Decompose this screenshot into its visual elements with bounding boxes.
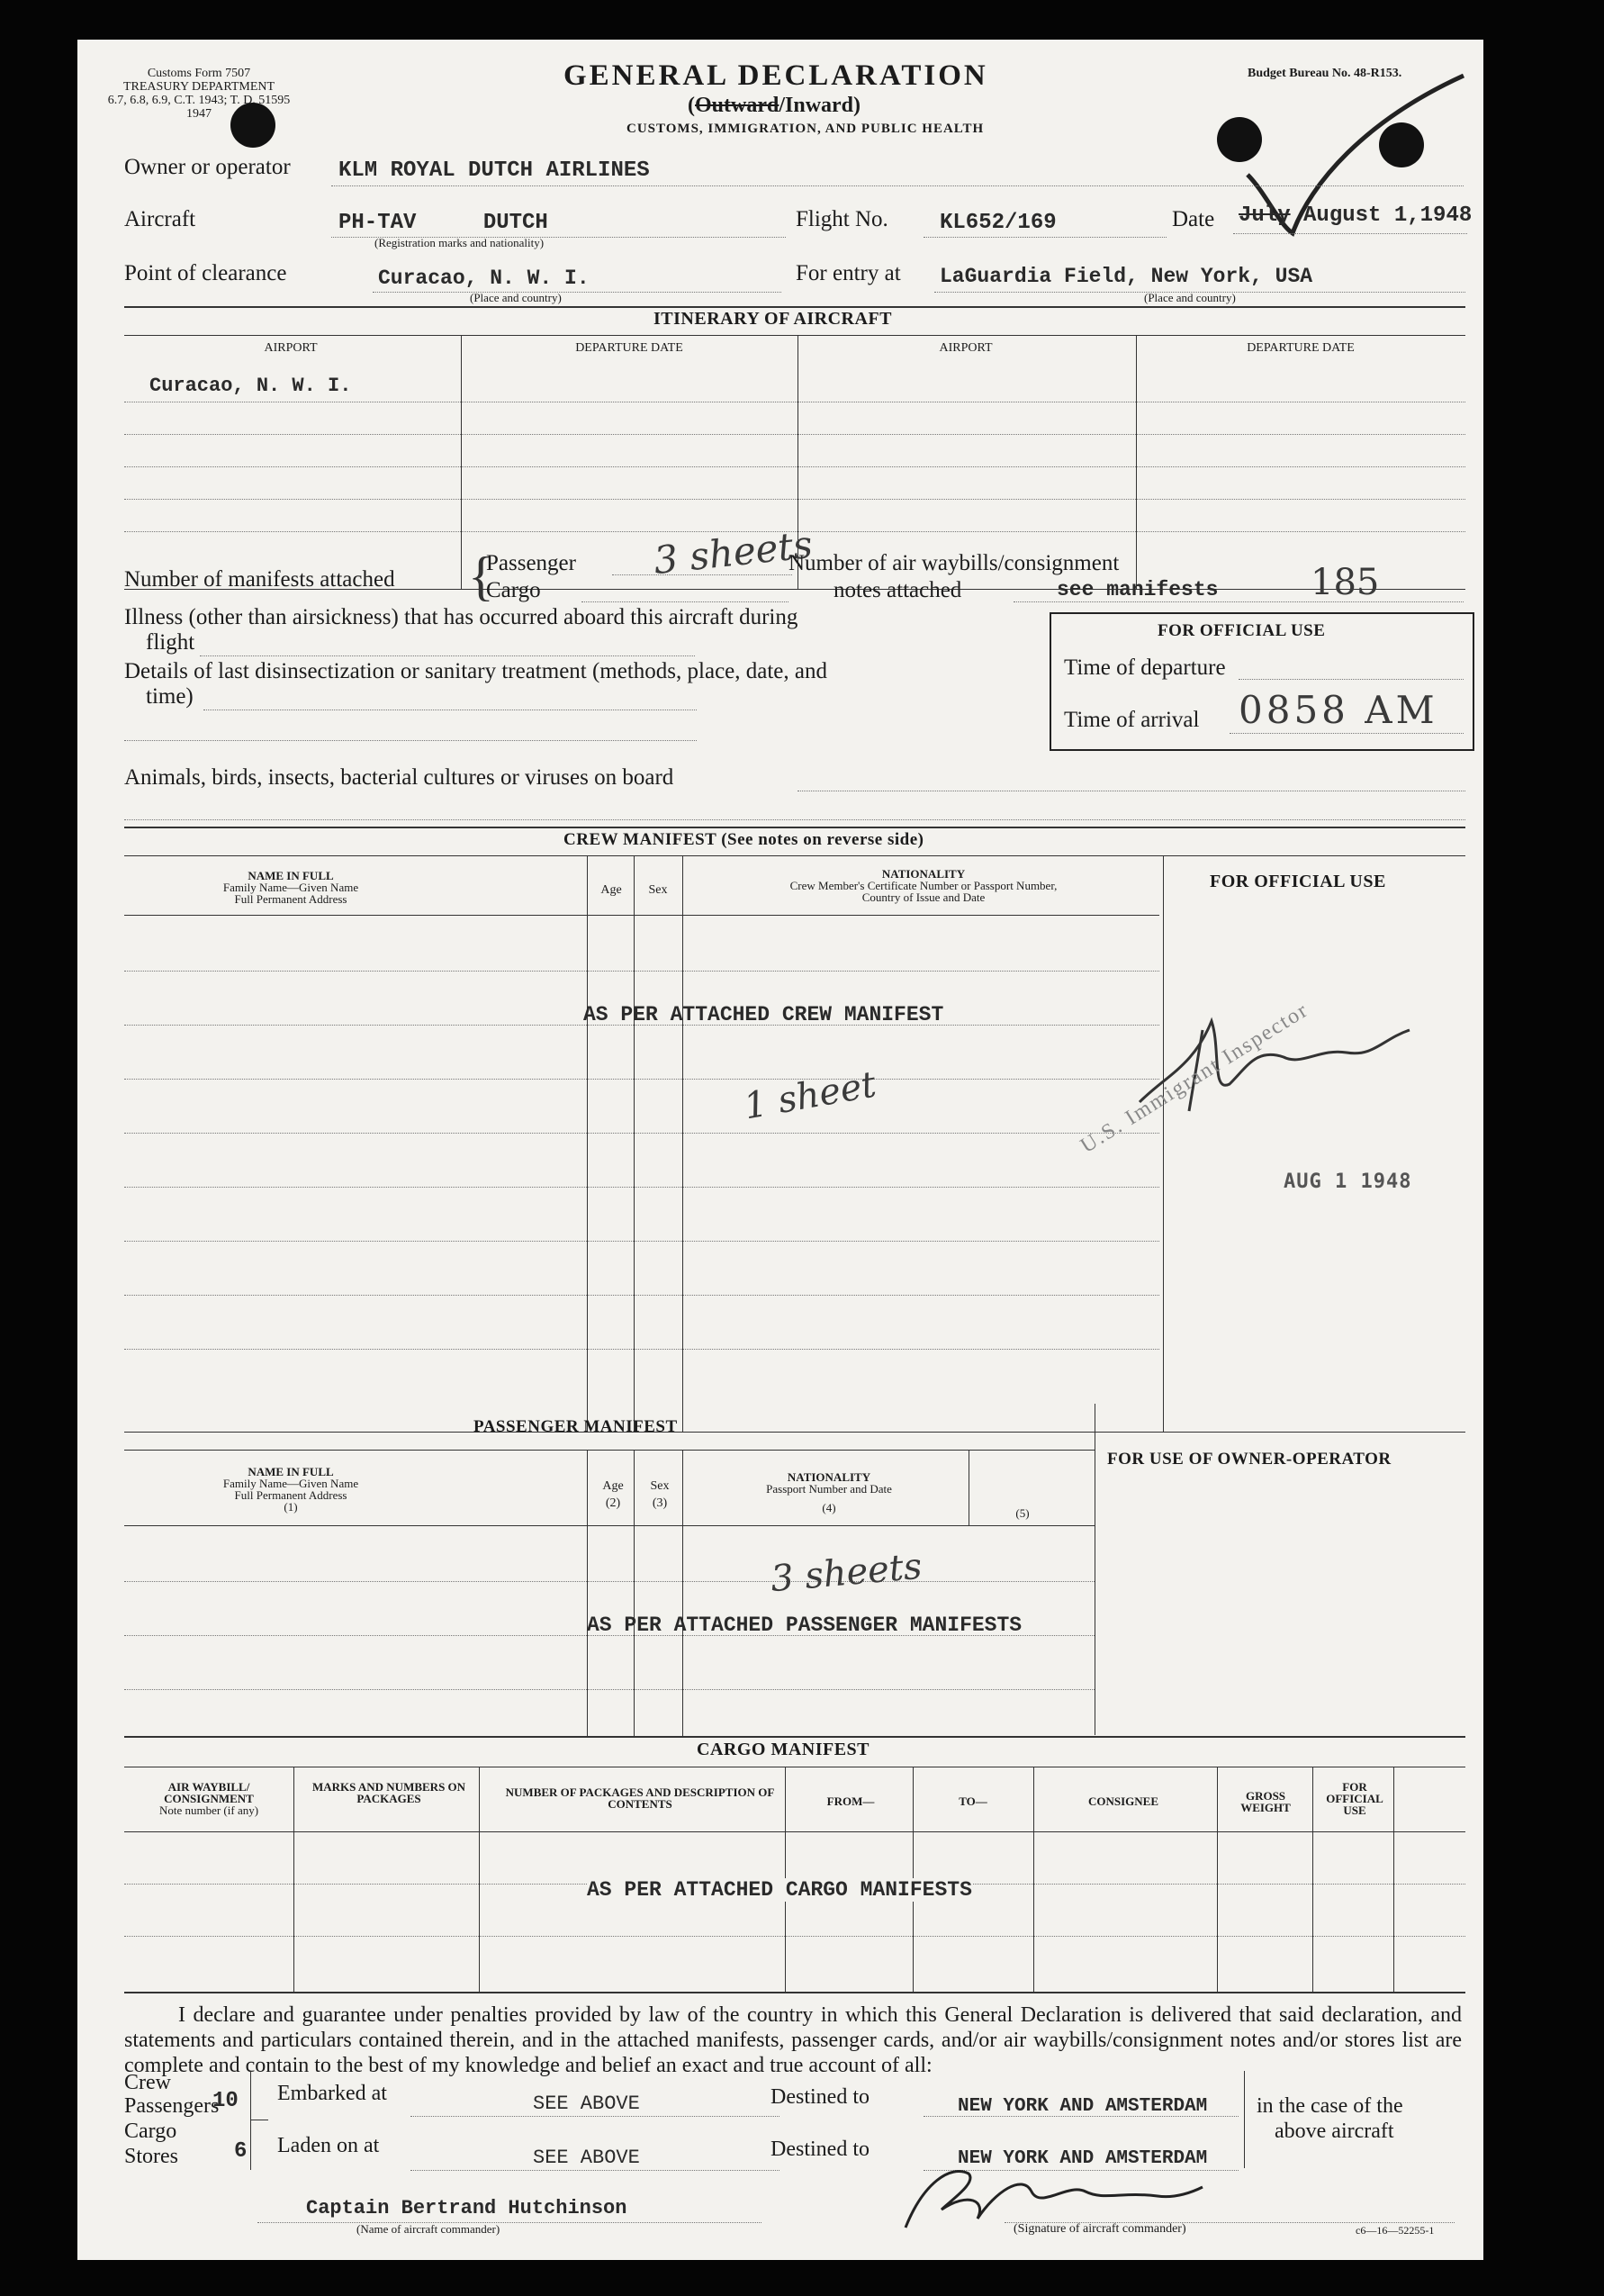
form-title: GENERAL DECLARATION [563, 59, 988, 92]
pax-divider [682, 1450, 683, 1736]
disinsect-underline-2 [124, 740, 697, 741]
crew-row-line [124, 1349, 1159, 1350]
waybills-underline [1014, 601, 1464, 602]
itinerary-title: ITINERARY OF AIRCRAFT [653, 309, 893, 329]
entry-label: For entry at [796, 261, 901, 285]
crew-label: Crew [124, 2071, 171, 2094]
destined-label-1: Destined to [770, 2085, 870, 2109]
passengers-label: Passengers [124, 2094, 220, 2118]
cargo-divider [1033, 1767, 1034, 1992]
crew-top-rule [124, 827, 1465, 828]
clearance-caption: (Place and country) [470, 291, 562, 304]
form-subtitle: (Outward/Inward) [688, 94, 861, 117]
stores-label: Stores [124, 2145, 178, 2168]
cargo-col-marks: MARKS AND NUMBERS ON PACKAGES [311, 1780, 466, 1805]
passengers-count: 10 [212, 2089, 239, 2113]
cargo-bottom-rule [124, 1992, 1465, 1993]
case-text-2: above aircraft [1275, 2120, 1394, 2143]
cargo-col-weight: GROSS WEIGHT [1240, 1789, 1291, 1814]
date-label: Date [1172, 207, 1215, 231]
aircraft-label: Aircraft [124, 207, 196, 231]
illness-line-2: flight [146, 630, 195, 655]
waybills-number: 185 [1311, 562, 1380, 603]
pax-columns-rule [124, 1525, 1095, 1526]
crew-divider [1163, 855, 1164, 1432]
crew-col-nationality: NATIONALITY Crew Member's Certificate Number or Passport Number, Country of Issue and Date [789, 867, 1058, 904]
crew-row-line [124, 1079, 1159, 1080]
pax-col-age: Age (2) [602, 1479, 624, 1510]
flight-no-label: Flight No. [796, 207, 888, 231]
crew-row-line [124, 971, 1159, 972]
itin-row-line [124, 466, 1465, 467]
passenger-handwritten: 3 sheets [651, 521, 815, 583]
cargo-count-underline [581, 601, 788, 602]
case-text-1: in the case of the [1257, 2094, 1403, 2118]
owner-label: Owner or operator [124, 155, 291, 179]
crew-columns-rule [124, 915, 1159, 916]
cargo-divider [1217, 1767, 1218, 1992]
waybills-label-1: Number of air waybills/consignment [788, 551, 1120, 575]
passenger-header-rule [124, 1450, 1095, 1451]
cargo-row-line [124, 1936, 1465, 1937]
destined-value-2: NEW YORK AND AMSTERDAM [958, 2148, 1208, 2169]
crew-col-sex: Sex [648, 883, 668, 897]
crew-handwritten-note: 1 sheet [741, 1063, 879, 1128]
cargo-col-to: TO— [959, 1794, 987, 1808]
cargo-col-official: FOR OFFICIAL USE [1326, 1780, 1383, 1817]
cargo-col-from: FROM— [826, 1794, 875, 1808]
disinsect-line-2: time) [146, 684, 194, 709]
arrival-time-value: 0858 AM [1239, 688, 1438, 732]
stores-count: 6 [234, 2139, 248, 2164]
itin-col-airport-1: AIRPORT [264, 341, 318, 355]
crew-row-line [124, 1295, 1159, 1296]
passenger-title: PASSENGER MANIFEST [473, 1417, 678, 1436]
signature-caption: (Signature of aircraft commander) [1014, 2222, 1186, 2236]
cargo-col-packages: NUMBER OF PACKAGES AND DESCRIPTION OF CONTENTS [505, 1785, 775, 1811]
pax-row-line [124, 1689, 1095, 1690]
animals-label: Animals, birds, insects, bacterial cultures or viruses on board [124, 765, 674, 790]
itin-row-line [124, 434, 1465, 435]
itin-divider-3 [1136, 335, 1137, 589]
itin-divider-1 [461, 335, 462, 589]
itin-col-departure-1: DEPARTURE DATE [575, 341, 683, 355]
pax-divider [587, 1450, 588, 1736]
owner-underline [331, 185, 1464, 186]
cargo-columns-rule [124, 1831, 1465, 1832]
clearance-label: Point of clearance [124, 261, 287, 285]
arrival-time-label: Time of arrival [1064, 708, 1200, 732]
declaration-text: I declare and guarantee under penalties provided by law of the country in which this General Declaration is delivered that said declaration, and statements and particulars contained therein, and in the attached manifests, passenger cards, and/or air waybills/consignment notes and/or stores list are complete and contain to the best of my knowledge and belief an exact and true account of all: [124, 2003, 1462, 2077]
crew-col-official: FOR OFFICIAL USE [1210, 872, 1386, 891]
aircraft-caption: (Registration marks and nationality) [374, 236, 545, 249]
date-value: July August 1,1948 [1239, 203, 1473, 228]
illness-underline [200, 655, 695, 656]
commander-name: Captain Bertrand Hutchinson [306, 2197, 627, 2219]
cargo-divider [293, 1767, 294, 1992]
arrival-time-underline [1230, 733, 1464, 734]
official-use-title: FOR OFFICIAL USE [1158, 621, 1326, 640]
passenger-count-underline [612, 574, 792, 575]
pax-col-nationality: NATIONALITY Passport Number and Date (4) [766, 1470, 892, 1514]
declaration-form [77, 40, 1483, 2260]
budget-number: Budget Bureau No. 48-R153. [1248, 67, 1402, 80]
crew-bottom-rule [124, 1432, 1465, 1433]
pax-col-5: (5) [1015, 1506, 1030, 1520]
crew-divider [682, 855, 683, 1432]
pax-col-sex: Sex (3) [650, 1479, 670, 1510]
crew-typed-note: AS PER ATTACHED CREW MANIFEST [583, 1003, 944, 1026]
embarked-label: Embarked at [277, 2082, 387, 2105]
cargo-col-waybill: AIR WAYBILL/ CONSIGNMENT Note number (if any) [158, 1780, 259, 1817]
cargo-count-label: Cargo [486, 578, 541, 602]
destined-underline-1 [924, 2116, 1239, 2117]
departure-time-label: Time of departure [1064, 655, 1226, 680]
crew-title: CREW MANIFEST (See notes on reverse side) [563, 830, 924, 849]
entry-caption: (Place and country) [1144, 291, 1236, 304]
pax-handwritten-note: 3 sheets [769, 1545, 924, 1601]
destined-value-1: NEW YORK AND AMSTERDAM [958, 2096, 1208, 2117]
flight-no-value: KL652/169 [940, 211, 1057, 235]
destined-label-2: Destined to [770, 2138, 870, 2161]
waybills-label-2: notes attached [834, 578, 962, 602]
cargo-col-consignee: CONSIGNEE [1087, 1794, 1159, 1808]
crew-divider [634, 855, 635, 1432]
itinerary-top-rule [124, 306, 1465, 308]
manifests-label: Number of manifests attached [124, 567, 395, 592]
itin-col-airport-2: AIRPORT [939, 341, 993, 355]
pax-typed-note: AS PER ATTACHED PASSENGER MANIFESTS [587, 1614, 1023, 1637]
date-underline [1233, 233, 1467, 234]
laden-label: Laden on at [277, 2134, 380, 2157]
destination-divider [1244, 2071, 1245, 2168]
passenger-count-label: Passenger [486, 551, 576, 575]
flight-no-underline [924, 237, 1167, 238]
itin-first-airport: Curacao, N. W. I. [149, 375, 352, 397]
embarked-value: SEE ABOVE [533, 2093, 640, 2115]
manifests-brace: { [468, 547, 494, 606]
commander-caption: (Name of aircraft commander) [356, 2222, 500, 2236]
aircraft-value: PH-TAV DUTCH [338, 211, 548, 235]
inspector-stamp: U.S. Immigrant Inspector [1077, 998, 1313, 1159]
pax-row-line [124, 1581, 1095, 1582]
cargo-typed-note: AS PER ATTACHED CARGO MANIFESTS [587, 1878, 972, 1902]
form-id: Customs Form 7507 TREASURY DEPARTMENT 6.7, 6.8, 6.9, C.T. 1943; T. D. 51595 1947 [107, 67, 291, 121]
owner-value: KLM ROYAL DUTCH AIRLINES [338, 158, 650, 183]
cargo-title: CARGO MANIFEST [697, 1740, 870, 1759]
cargo-label: Cargo [124, 2120, 177, 2143]
cargo-divider [1312, 1767, 1313, 1992]
laden-value: SEE ABOVE [533, 2147, 640, 2169]
cargo-divider [1393, 1767, 1394, 1992]
itinerary-header-rule [124, 335, 1465, 336]
illness-line-1: Illness (other than airsickness) that has occurred aboard this aircraft during [124, 605, 798, 629]
crew-col-name: NAME IN FULL Family Name—Given Name Full Permanent Address [222, 869, 359, 906]
crew-row-line [124, 1133, 1159, 1134]
entry-value: LaGuardia Field, New York, USA [940, 265, 1313, 288]
disinsect-line-1: Details of last disinsectization or sanitary treatment (methods, place, date, and [124, 659, 827, 683]
print-code: c6—16—52255-1 [1356, 2224, 1435, 2237]
form-agencies: CUSTOMS, IMMIGRATION, AND PUBLIC HEALTH [626, 122, 985, 136]
crew-header-rule [124, 855, 1465, 856]
pax-col-name: NAME IN FULL Family Name—Given Name Full Permanent Address (1) [222, 1465, 359, 1514]
animals-underline-2 [124, 819, 1465, 820]
clearance-value: Curacao, N. W. I. [378, 267, 590, 290]
pax-divider [634, 1450, 635, 1736]
laden-underline [410, 2170, 779, 2171]
crew-row-line [124, 1187, 1159, 1188]
waybills-value: see manifests [1057, 578, 1219, 601]
embarked-underline [410, 2116, 779, 2117]
itin-row-line [124, 499, 1465, 500]
crew-divider [587, 855, 588, 1432]
itin-col-departure-2: DEPARTURE DATE [1247, 341, 1355, 355]
departure-time-underline [1239, 679, 1464, 680]
owner-use-title: FOR USE OF OWNER-OPERATOR [1107, 1450, 1392, 1469]
passenger-bottom-rule [124, 1736, 1465, 1738]
crew-col-age: Age [600, 883, 622, 897]
declaration-divider-1 [250, 2071, 251, 2170]
inspector-stamp-date: AUG 1 1948 [1284, 1171, 1412, 1193]
cargo-divider [479, 1767, 480, 1992]
crew-row-line [124, 1241, 1159, 1242]
clearance-underline [373, 292, 781, 293]
commander-name-underline [257, 2222, 761, 2223]
